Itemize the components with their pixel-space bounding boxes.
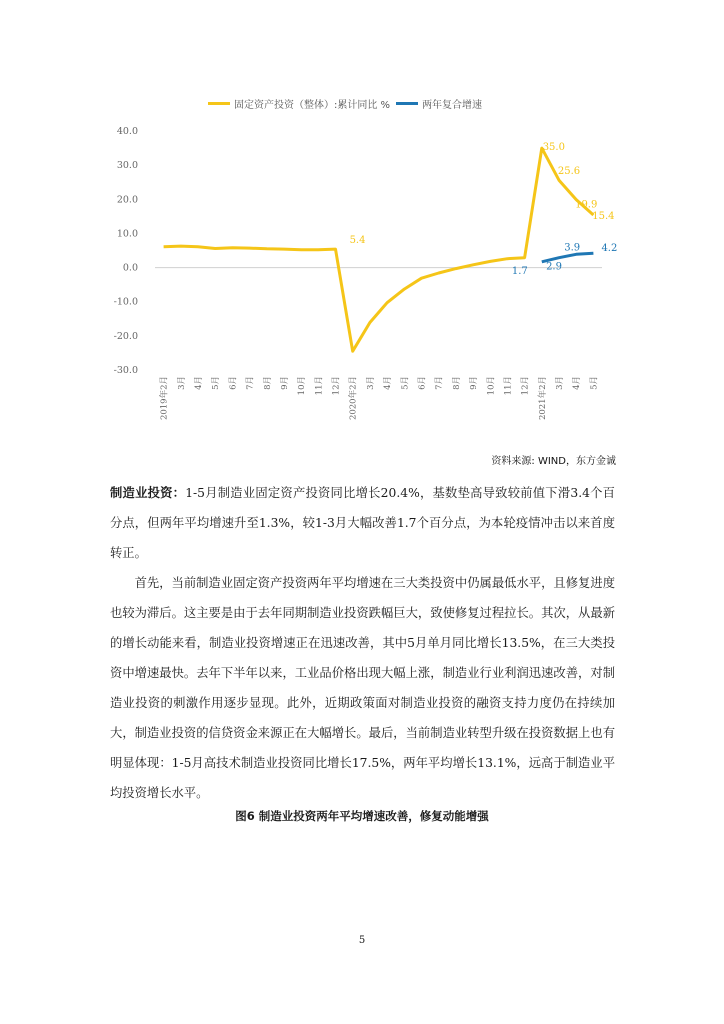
x-tick-label: 12月 xyxy=(331,376,342,396)
x-tick-label: 4月 xyxy=(383,376,394,390)
page-number: 5 xyxy=(358,935,366,946)
data-label: 25.6 xyxy=(557,166,581,178)
x-tick-label: 2021年2月 xyxy=(537,376,548,421)
y-tick-label: 30.0 xyxy=(116,160,138,172)
x-tick-label: 8月 xyxy=(262,376,273,390)
x-tick-label: 12月 xyxy=(520,376,531,396)
legend-label-fixed-asset: 固定资产投资（整体）:累计同比 % xyxy=(234,99,391,111)
x-tick-label: 3月 xyxy=(365,376,376,390)
x-tick-label: 7月 xyxy=(245,376,256,390)
legend-label-two-year: 两年复合增速 xyxy=(422,99,483,111)
x-tick-label: 7月 xyxy=(434,376,445,390)
x-tick-label: 8月 xyxy=(451,376,462,390)
data-label: 5.4 xyxy=(349,235,366,247)
x-tick-label: 11月 xyxy=(503,376,514,396)
x-tick-label: 11月 xyxy=(314,376,325,396)
x-tick-label: 10月 xyxy=(486,376,497,396)
data-label: 1.7 xyxy=(511,265,528,277)
data-label: 35.0 xyxy=(542,142,565,154)
data-label: 3.9 xyxy=(564,242,581,254)
x-tick-label: 6月 xyxy=(228,376,239,390)
x-tick-label: 5月 xyxy=(589,376,600,390)
x-tick-label: 10月 xyxy=(297,376,308,396)
x-tick-label: 2020年2月 xyxy=(348,376,359,421)
paragraph-body: 1-5月制造业固定资产投资同比增长20.4%，基数垫高导致较前值下滑3.4个百分点，但两年平均增速升至1.3%，较1-3月大幅改善1.7个百分点，为本轮疫情冲击以来首度转正。 xyxy=(110,486,615,560)
y-tick-label: -10.0 xyxy=(113,296,138,308)
chart-source: 资料来源: WIND，东方金诚 xyxy=(491,456,616,467)
x-tick-label: 3月 xyxy=(176,376,187,390)
data-label: 15.4 xyxy=(592,210,615,222)
y-tick-label: -30.0 xyxy=(113,365,138,376)
chart-plot xyxy=(110,95,630,440)
investment-chart xyxy=(110,95,630,440)
x-tick-label: 3月 xyxy=(555,376,566,390)
x-tick-label: 4月 xyxy=(193,376,204,390)
y-tick-label: 0.0 xyxy=(122,262,138,274)
y-tick-label: -20.0 xyxy=(113,330,138,342)
x-tick-label: 4月 xyxy=(572,376,583,390)
x-tick-label: 9月 xyxy=(469,376,480,390)
x-tick-label: 2019年2月 xyxy=(159,376,170,421)
data-label: 2.9 xyxy=(546,261,562,273)
paragraph-lead: 制造业投资： xyxy=(110,486,186,500)
x-tick-label: 5月 xyxy=(211,376,222,390)
figure-6-title: 图6 制造业投资两年平均增速改善，修复动能增强 xyxy=(235,809,489,823)
series-line-fixed-asset xyxy=(164,148,594,351)
x-tick-label: 6月 xyxy=(417,376,428,390)
y-tick-label: 20.0 xyxy=(116,194,138,206)
y-tick-label: 10.0 xyxy=(116,228,138,240)
y-tick-label: 40.0 xyxy=(116,126,138,137)
x-tick-label: 5月 xyxy=(400,376,411,390)
paragraph-analysis: 首先，当前制造业固定资产投资两年平均增速在三大类投资中仍属最低水平，且修复进度也较为滞后。这主要是由于去年同期制造业投资跌幅巨大，致使修复过程拉长。其次，从最新的增长动能来看，制造业投资增速正在迅速改善，其中5月单月同比增长13.5%，在三大类投资中增速最快。去年下半年以来，工业品价格出现大幅上涨，制造业行业利润迅速改善，对制造业投资的刺激作用逐步显现。此外，近期政策面对制造业投资的融资支持力度仍在持续加大，制造业投资的信贷资金来源正在大幅增长。最后，当前制造业转型升级在投资数据上也有明显体现：1-5月高技术制造业投资同比增长17.5%，两年平均增长13.1%，远高于制造业平均投资增长水平。 xyxy=(110,576,615,800)
x-tick-label: 9月 xyxy=(279,376,290,390)
data-label: 19.9 xyxy=(575,199,598,211)
series-line-two-year xyxy=(542,253,594,262)
paragraph-manufacturing-investment xyxy=(110,478,615,568)
data-label: 4.2 xyxy=(601,243,618,255)
